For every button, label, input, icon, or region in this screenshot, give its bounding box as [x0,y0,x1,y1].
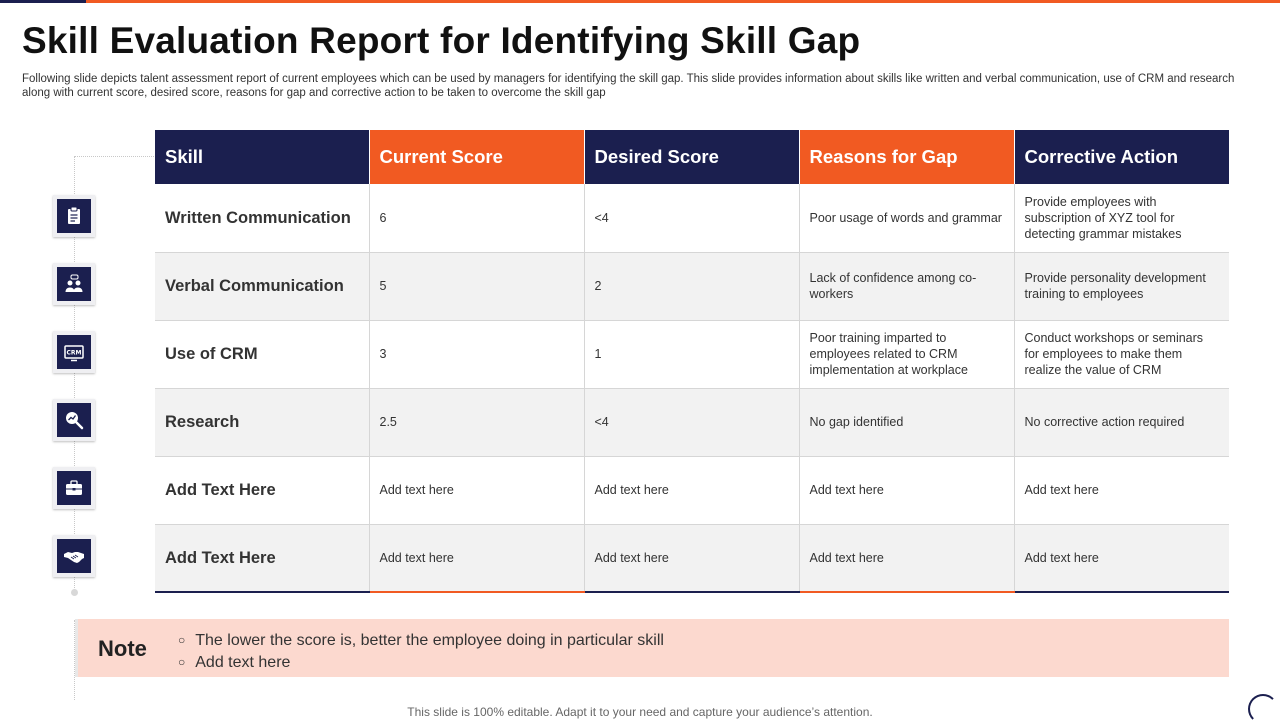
header-corrective-action: Corrective Action [1014,130,1229,184]
skill-cell: Verbal Communication [155,252,369,320]
magnifier-chart-icon [53,399,95,441]
header-reasons-for-gap: Reasons for Gap [799,130,1014,184]
note-item: ○ Add text here [178,652,664,674]
loading-arc-icon [1248,694,1278,720]
current-score-cell: 2.5 [369,388,584,456]
skill-cell: Research [155,388,369,456]
action-cell: Provide personality development training to employees [1014,252,1229,320]
table-row [155,252,1229,320]
reason-cell: No gap identified [799,388,1014,456]
handshake-icon [53,535,95,577]
action-cell: Add text here [1014,456,1229,524]
top-accent-navy [0,0,86,3]
reason-cell: Poor training imparted to employees related to CRM implementation at workplace [799,320,1014,388]
desired-score-cell: <4 [584,184,799,252]
skill-cell: Add Text Here [155,524,369,592]
skills-table [155,130,1230,593]
desired-score-cell: 1 [584,320,799,388]
reason-cell: Lack of confidence among co-workers [799,252,1014,320]
briefcase-icon [53,467,95,509]
action-cell: No corrective action required [1014,388,1229,456]
reason-cell: Add text here [799,524,1014,592]
action-cell: Conduct workshops or seminars for employees to make them realize the value of CRM [1014,320,1229,388]
note-label: Note [98,636,147,661]
current-score-cell: 5 [369,252,584,320]
reason-cell: Poor usage of words and grammar [799,184,1014,252]
current-score-cell: 3 [369,320,584,388]
table-row [155,456,1229,524]
table-row [155,388,1229,456]
table-row [155,184,1229,252]
desired-score-cell: 2 [584,252,799,320]
note-list [178,630,664,674]
current-score-cell: 6 [369,184,584,252]
desired-score-cell: <4 [584,388,799,456]
top-accent-orange [86,0,1280,3]
crm-screen-icon [53,331,95,373]
svg-text:CRM: CRM [66,349,82,357]
slide-subtitle: Following slide depicts talent assessment report of current employees which can be used by managers for identifying the skill gap. This slide provides information about skills like written and verbal communication, use of CRM and research along with current score, desired score, reasons for gap and corrective action to be taken to overcome the skill gap [22,73,1235,99]
reason-cell: Add text here [799,456,1014,524]
desired-score-cell: Add text here [584,524,799,592]
note-item: ○ The lower the score is, better the employee doing in particular skill [178,630,664,652]
header-current-score: Current Score [369,130,584,184]
table-row [155,524,1229,592]
header-skill: Skill [155,130,369,184]
timeline-connector [74,156,156,157]
skill-cell: Add Text Here [155,456,369,524]
timeline-dot [71,589,78,596]
action-cell: Add text here [1014,524,1229,592]
note-box [75,619,1229,677]
footer-text: This slide is 100% editable. Adapt it to your need and capture your audience’s attention. [407,705,873,719]
action-cell: Provide employees with subscription of XYZ tool for detecting grammar mistakes [1014,184,1229,252]
slide-title: Skill Evaluation Report for Identifying Skill Gap [22,20,861,61]
table-row [155,320,1229,388]
people-talking-icon [53,263,95,305]
current-score-cell: Add text here [369,456,584,524]
clipboard-icon [53,195,95,237]
current-score-cell: Add text here [369,524,584,592]
header-desired-score: Desired Score [584,130,799,184]
skill-cell: Use of CRM [155,320,369,388]
skill-cell: Written Communication [155,184,369,252]
desired-score-cell: Add text here [584,456,799,524]
table-header-row [155,130,1229,184]
